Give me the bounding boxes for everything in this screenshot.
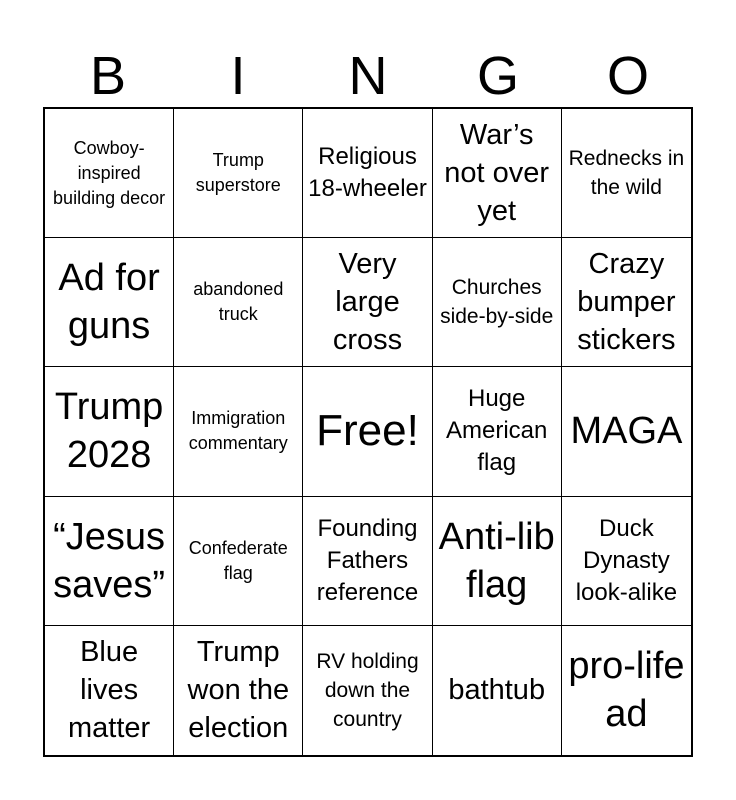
bingo-cell-g1[interactable] — [433, 109, 562, 238]
header-letter-b: B — [89, 46, 127, 106]
bingo-cell-g4[interactable] — [433, 497, 562, 626]
cell-label: Rednecks in the wild — [568, 147, 685, 200]
cell-label: Trump 2028 — [54, 386, 164, 477]
bingo-cell-i2[interactable] — [174, 238, 303, 367]
bingo-cell-free[interactable] — [303, 367, 432, 496]
bingo-cell-b4[interactable] — [45, 497, 174, 626]
header-letter-i: I — [230, 46, 246, 106]
cell-label: MAGA — [570, 410, 683, 453]
bingo-header — [43, 44, 693, 108]
header-letter-n: N — [348, 46, 388, 106]
cell-label: War’s not over yet — [444, 119, 550, 228]
bingo-cell-g5[interactable] — [433, 626, 562, 755]
cell-label: Confederate flag — [188, 537, 288, 583]
cell-label: Trump won the election — [187, 636, 290, 745]
cell-label: pro-life ad — [568, 645, 685, 736]
bingo-cell-b1[interactable] — [45, 109, 174, 238]
bingo-cell-o4[interactable] — [562, 497, 691, 626]
cell-label: Immigration commentary — [188, 408, 288, 454]
bingo-cell-n2[interactable] — [303, 238, 432, 367]
cell-label: Huge American flag — [446, 385, 548, 477]
bingo-cell-i4[interactable] — [174, 497, 303, 626]
cell-label: Anti-lib flag — [438, 515, 555, 606]
bingo-board — [43, 107, 693, 757]
bingo-cell-b3[interactable] — [45, 367, 174, 496]
bingo-cell-o3[interactable] — [562, 367, 691, 496]
cell-label: Religious 18-wheeler — [308, 143, 427, 203]
bingo-cell-b2[interactable] — [45, 238, 174, 367]
cell-label: Ad for guns — [58, 257, 160, 348]
bingo-cell-o2[interactable] — [562, 238, 691, 367]
free-space-label: Free! — [316, 406, 419, 456]
bingo-cell-o1[interactable] — [562, 109, 691, 238]
bingo-cell-g2[interactable] — [433, 238, 562, 367]
bingo-cell-n5[interactable] — [303, 626, 432, 755]
bingo-cell-n4[interactable] — [303, 497, 432, 626]
cell-label: Very large cross — [332, 248, 403, 357]
cell-label: Cowboy-inspired building decor — [53, 137, 166, 208]
cell-label: abandoned truck — [193, 279, 284, 325]
cell-label: Churches side-by-side — [440, 276, 554, 329]
bingo-cell-i1[interactable] — [174, 109, 303, 238]
bingo-cell-g3[interactable] — [433, 367, 562, 496]
cell-label: Crazy bumper stickers — [577, 248, 676, 357]
cell-label: RV holding down the country — [316, 649, 419, 731]
cell-label: Blue lives matter — [68, 636, 151, 745]
bingo-cell-n1[interactable] — [303, 109, 432, 238]
cell-label: bathtub — [448, 674, 546, 707]
bingo-cell-o5[interactable] — [562, 626, 691, 755]
bingo-cell-b5[interactable] — [45, 626, 174, 755]
header-letter-o: O — [606, 46, 649, 106]
cell-label: Duck Dynasty look-alike — [575, 514, 678, 606]
cell-label: Founding Fathers reference — [316, 514, 419, 606]
cell-label: “Jesus saves” — [53, 515, 166, 606]
bingo-cell-i3[interactable] — [174, 367, 303, 496]
header-letter-g: G — [476, 46, 519, 106]
bingo-cell-i5[interactable] — [174, 626, 303, 755]
cell-label: Trump superstore — [195, 150, 281, 196]
